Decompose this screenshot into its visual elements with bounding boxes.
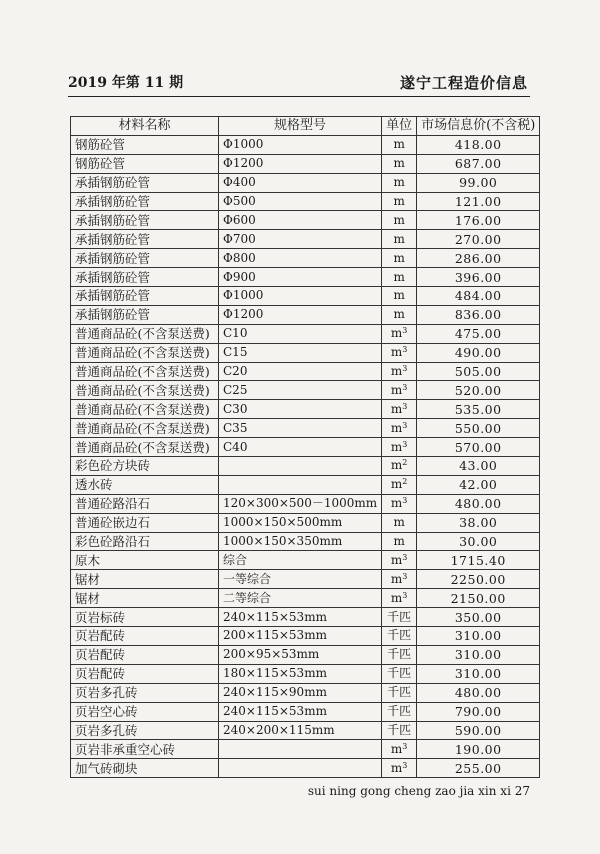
price-cell: 484.00	[417, 287, 540, 306]
table-row	[71, 211, 540, 230]
unit-exponent: 3	[402, 590, 408, 600]
unit-text: m	[393, 212, 405, 227]
material-name-cell: 透水砖	[71, 475, 219, 494]
material-name-cell: 承插钢筋砼管	[71, 305, 219, 324]
table-row	[71, 135, 540, 154]
table-row	[71, 608, 540, 627]
unit-text: m	[390, 496, 403, 511]
unit-cell	[382, 513, 417, 532]
unit-text: m	[390, 741, 403, 756]
table-row	[71, 249, 540, 268]
spec-cell	[219, 457, 382, 476]
material-name-cell: 原木	[71, 551, 219, 570]
material-name-cell: 普通商品砼(不含泵送费)	[71, 400, 219, 419]
unit-cell	[382, 475, 417, 494]
unit-text: m	[393, 288, 405, 303]
table-row	[71, 287, 540, 306]
spec-cell: C20	[219, 362, 382, 381]
table-row	[71, 551, 540, 570]
price-cell: 490.00	[417, 343, 540, 362]
unit-cell	[382, 740, 417, 759]
page-footer: sui ning gong cheng zao jia xin xi 27	[307, 784, 530, 798]
unit-text: m	[390, 458, 403, 473]
spec-cell: 1000×150×500mm	[219, 513, 382, 532]
unit-cell	[382, 532, 417, 551]
unit-cell	[382, 759, 417, 778]
price-cell: 1715.40	[417, 551, 540, 570]
price-cell: 121.00	[417, 192, 540, 211]
page-header	[68, 72, 528, 94]
price-cell: 550.00	[417, 419, 540, 438]
unit-exponent: 2	[402, 458, 408, 468]
table-row	[71, 230, 540, 249]
unit-text: 千匹	[387, 704, 412, 719]
price-cell: 687.00	[417, 154, 540, 173]
unit-text: m	[390, 382, 403, 397]
table-header-row	[71, 117, 540, 136]
spec-cell: Φ1200	[219, 154, 382, 173]
unit-cell	[382, 211, 417, 230]
price-cell: 350.00	[417, 608, 540, 627]
material-name-cell: 普通商品砼(不含泵送费)	[71, 324, 219, 343]
material-name-cell: 承插钢筋砼管	[71, 192, 219, 211]
table-row	[71, 173, 540, 192]
table-body	[71, 135, 540, 777]
unit-exponent: 3	[402, 760, 408, 770]
unit-text: m	[390, 590, 403, 605]
price-cell: 505.00	[417, 362, 540, 381]
unit-cell	[382, 381, 417, 400]
unit-text: m	[390, 477, 403, 492]
material-name-cell: 普通商品砼(不含泵送费)	[71, 343, 219, 362]
unit-text: m	[390, 401, 403, 416]
issue-label: 2019 年第 11 期	[68, 75, 184, 91]
table-row	[71, 683, 540, 702]
table-row	[71, 702, 540, 721]
table-row	[71, 381, 540, 400]
table-row	[71, 438, 540, 457]
spec-cell: 120×300×500－1000mm	[219, 494, 382, 513]
unit-cell	[382, 457, 417, 476]
spec-cell: C35	[219, 419, 382, 438]
unit-cell	[382, 173, 417, 192]
spec-cell: Φ600	[219, 211, 382, 230]
price-cell: 43.00	[417, 457, 540, 476]
unit-cell	[382, 135, 417, 154]
spec-cell: Φ400	[219, 173, 382, 192]
table-row	[71, 740, 540, 759]
unit-cell	[382, 154, 417, 173]
table-row	[71, 759, 540, 778]
unit-exponent: 3	[402, 552, 408, 562]
table-row	[71, 154, 540, 173]
material-name-cell: 彩色砼路沿石	[71, 532, 219, 551]
spec-cell: 180×115×53mm	[219, 664, 382, 683]
unit-cell	[382, 664, 417, 683]
price-cell: 475.00	[417, 324, 540, 343]
material-name-cell: 普通商品砼(不含泵送费)	[71, 419, 219, 438]
material-name-cell: 页岩多孔砖	[71, 683, 219, 702]
unit-text: m	[393, 156, 405, 171]
unit-text: 千匹	[387, 666, 412, 681]
price-cell: 2250.00	[417, 570, 540, 589]
price-cell: 190.00	[417, 740, 540, 759]
unit-cell	[382, 627, 417, 646]
unit-cell	[382, 400, 417, 419]
unit-cell	[382, 192, 417, 211]
table-row	[71, 627, 540, 646]
unit-cell	[382, 589, 417, 608]
material-name-cell: 页岩非承重空心砖	[71, 740, 219, 759]
spec-cell	[219, 475, 382, 494]
price-cell: 418.00	[417, 135, 540, 154]
unit-exponent: 3	[402, 345, 408, 355]
price-cell: 38.00	[417, 513, 540, 532]
table-row	[71, 305, 540, 324]
material-name-cell: 普通商品砼(不含泵送费)	[71, 362, 219, 381]
spec-cell: 综合	[219, 551, 382, 570]
material-name-cell: 页岩配砖	[71, 627, 219, 646]
unit-cell	[382, 551, 417, 570]
spec-cell: Φ900	[219, 268, 382, 287]
material-name-cell: 普通砼嵌边石	[71, 513, 219, 532]
unit-cell	[382, 702, 417, 721]
unit-cell	[382, 249, 417, 268]
column-header-spec: 规格型号	[219, 117, 382, 136]
price-cell: 590.00	[417, 721, 540, 740]
unit-cell	[382, 438, 417, 457]
unit-text: m	[393, 307, 405, 322]
material-name-cell: 锯材	[71, 570, 219, 589]
spec-cell: 200×95×53mm	[219, 645, 382, 664]
table-row	[71, 419, 540, 438]
price-cell: 99.00	[417, 173, 540, 192]
material-name-cell: 页岩空心砖	[71, 702, 219, 721]
material-name-cell: 普通商品砼(不含泵送费)	[71, 438, 219, 457]
material-name-cell: 加气砖砌块	[71, 759, 219, 778]
unit-text: m	[390, 552, 403, 567]
spec-cell: Φ1000	[219, 135, 382, 154]
unit-text: m	[390, 420, 403, 435]
table-row	[71, 721, 540, 740]
material-name-cell: 钢筋砼管	[71, 154, 219, 173]
column-header-name: 材料名称	[71, 117, 219, 136]
price-cell: 286.00	[417, 249, 540, 268]
spec-cell: 二等综合	[219, 589, 382, 608]
unit-cell	[382, 721, 417, 740]
price-cell: 30.00	[417, 532, 540, 551]
price-cell: 836.00	[417, 305, 540, 324]
unit-text: 千匹	[387, 647, 412, 662]
unit-text: m	[393, 269, 405, 284]
material-name-cell: 承插钢筋砼管	[71, 230, 219, 249]
price-cell: 270.00	[417, 230, 540, 249]
spec-cell: Φ700	[219, 230, 382, 249]
table-row	[71, 475, 540, 494]
material-name-cell: 承插钢筋砼管	[71, 249, 219, 268]
unit-exponent: 3	[402, 571, 408, 581]
material-name-cell: 页岩多孔砖	[71, 721, 219, 740]
unit-cell	[382, 287, 417, 306]
price-cell: 310.00	[417, 664, 540, 683]
unit-exponent: 3	[402, 741, 408, 751]
spec-cell: 一等综合	[219, 570, 382, 589]
table-row	[71, 343, 540, 362]
price-cell: 176.00	[417, 211, 540, 230]
table-row	[71, 513, 540, 532]
spec-cell: 1000×150×350mm	[219, 532, 382, 551]
unit-cell	[382, 362, 417, 381]
price-cell: 480.00	[417, 683, 540, 702]
unit-text: m	[393, 231, 405, 246]
material-name-cell: 页岩标砖	[71, 608, 219, 627]
unit-cell	[382, 419, 417, 438]
table-row	[71, 362, 540, 381]
material-name-cell: 普通砼路沿石	[71, 494, 219, 513]
spec-cell: Φ1000	[219, 287, 382, 306]
unit-exponent: 3	[402, 364, 408, 374]
spec-cell	[219, 759, 382, 778]
material-name-cell: 承插钢筋砼管	[71, 287, 219, 306]
unit-text: m	[393, 534, 405, 549]
unit-text: 千匹	[387, 722, 412, 737]
table-row	[71, 324, 540, 343]
material-name-cell: 锯材	[71, 589, 219, 608]
unit-cell	[382, 494, 417, 513]
material-name-cell: 页岩配砖	[71, 664, 219, 683]
price-cell: 396.00	[417, 268, 540, 287]
table-row	[71, 570, 540, 589]
unit-cell	[382, 608, 417, 627]
spec-cell: 240×115×90mm	[219, 683, 382, 702]
price-cell: 535.00	[417, 400, 540, 419]
publication-title: 遂宁工程造价信息	[399, 74, 528, 92]
material-name-cell: 钢筋砼管	[71, 135, 219, 154]
unit-text: m	[393, 515, 405, 530]
unit-text: 千匹	[387, 628, 412, 643]
table-row	[71, 457, 540, 476]
material-name-cell: 承插钢筋砼管	[71, 268, 219, 287]
spec-cell: Φ1200	[219, 305, 382, 324]
material-name-cell: 页岩配砖	[71, 645, 219, 664]
unit-cell	[382, 305, 417, 324]
price-cell: 42.00	[417, 475, 540, 494]
material-name-cell: 彩色砼方块砖	[71, 457, 219, 476]
unit-exponent: 3	[402, 496, 408, 506]
spec-cell: C10	[219, 324, 382, 343]
material-name-cell: 普通商品砼(不含泵送费)	[71, 381, 219, 400]
column-header-price: 市场信息价(不含税)	[417, 117, 540, 136]
unit-text: m	[393, 194, 405, 208]
unit-cell	[382, 324, 417, 343]
unit-text: m	[393, 250, 405, 265]
unit-exponent: 3	[402, 420, 408, 430]
spec-cell: 200×115×53mm	[219, 627, 382, 646]
spec-cell: 240×115×53mm	[219, 608, 382, 627]
unit-text: m	[393, 175, 405, 190]
table-row	[71, 494, 540, 513]
table-row	[71, 268, 540, 287]
spec-cell: Φ500	[219, 192, 382, 211]
table-row	[71, 645, 540, 664]
unit-exponent: 3	[402, 382, 408, 392]
material-name-cell: 承插钢筋砼管	[71, 173, 219, 192]
price-cell: 310.00	[417, 627, 540, 646]
price-cell: 310.00	[417, 645, 540, 664]
unit-cell	[382, 343, 417, 362]
spec-cell: C30	[219, 400, 382, 419]
price-cell: 520.00	[417, 381, 540, 400]
spec-cell: 240×115×53mm	[219, 702, 382, 721]
unit-text: m	[390, 571, 403, 586]
spec-cell	[219, 740, 382, 759]
header-rule	[68, 96, 530, 97]
unit-exponent: 3	[402, 326, 408, 336]
unit-text: m	[390, 760, 403, 775]
spec-cell: 240×200×115mm	[219, 721, 382, 740]
unit-text: m	[390, 326, 403, 341]
price-cell: 480.00	[417, 494, 540, 513]
unit-cell	[382, 268, 417, 287]
unit-text: m	[393, 137, 405, 152]
unit-exponent: 3	[402, 401, 408, 411]
price-table	[70, 116, 540, 778]
unit-text: 千匹	[387, 609, 412, 624]
table-row	[71, 532, 540, 551]
column-header-unit: 单位	[382, 117, 417, 136]
unit-text: m	[390, 439, 403, 454]
spec-cell: C25	[219, 381, 382, 400]
table-row	[71, 192, 540, 211]
unit-text: m	[390, 364, 403, 379]
unit-exponent: 2	[402, 477, 408, 487]
unit-cell	[382, 230, 417, 249]
unit-exponent: 3	[402, 439, 408, 449]
price-cell: 2150.00	[417, 589, 540, 608]
spec-cell: C15	[219, 343, 382, 362]
spec-cell: C40	[219, 438, 382, 457]
table-row	[71, 664, 540, 683]
table-row	[71, 400, 540, 419]
unit-cell	[382, 683, 417, 702]
material-name-cell: 承插钢筋砼管	[71, 211, 219, 230]
price-cell: 790.00	[417, 702, 540, 721]
price-cell: 255.00	[417, 759, 540, 778]
unit-text: 千匹	[387, 685, 412, 700]
unit-cell	[382, 570, 417, 589]
spec-cell: Φ800	[219, 249, 382, 268]
table-row	[71, 589, 540, 608]
unit-cell	[382, 645, 417, 664]
price-cell: 570.00	[417, 438, 540, 457]
unit-text: m	[390, 345, 403, 360]
